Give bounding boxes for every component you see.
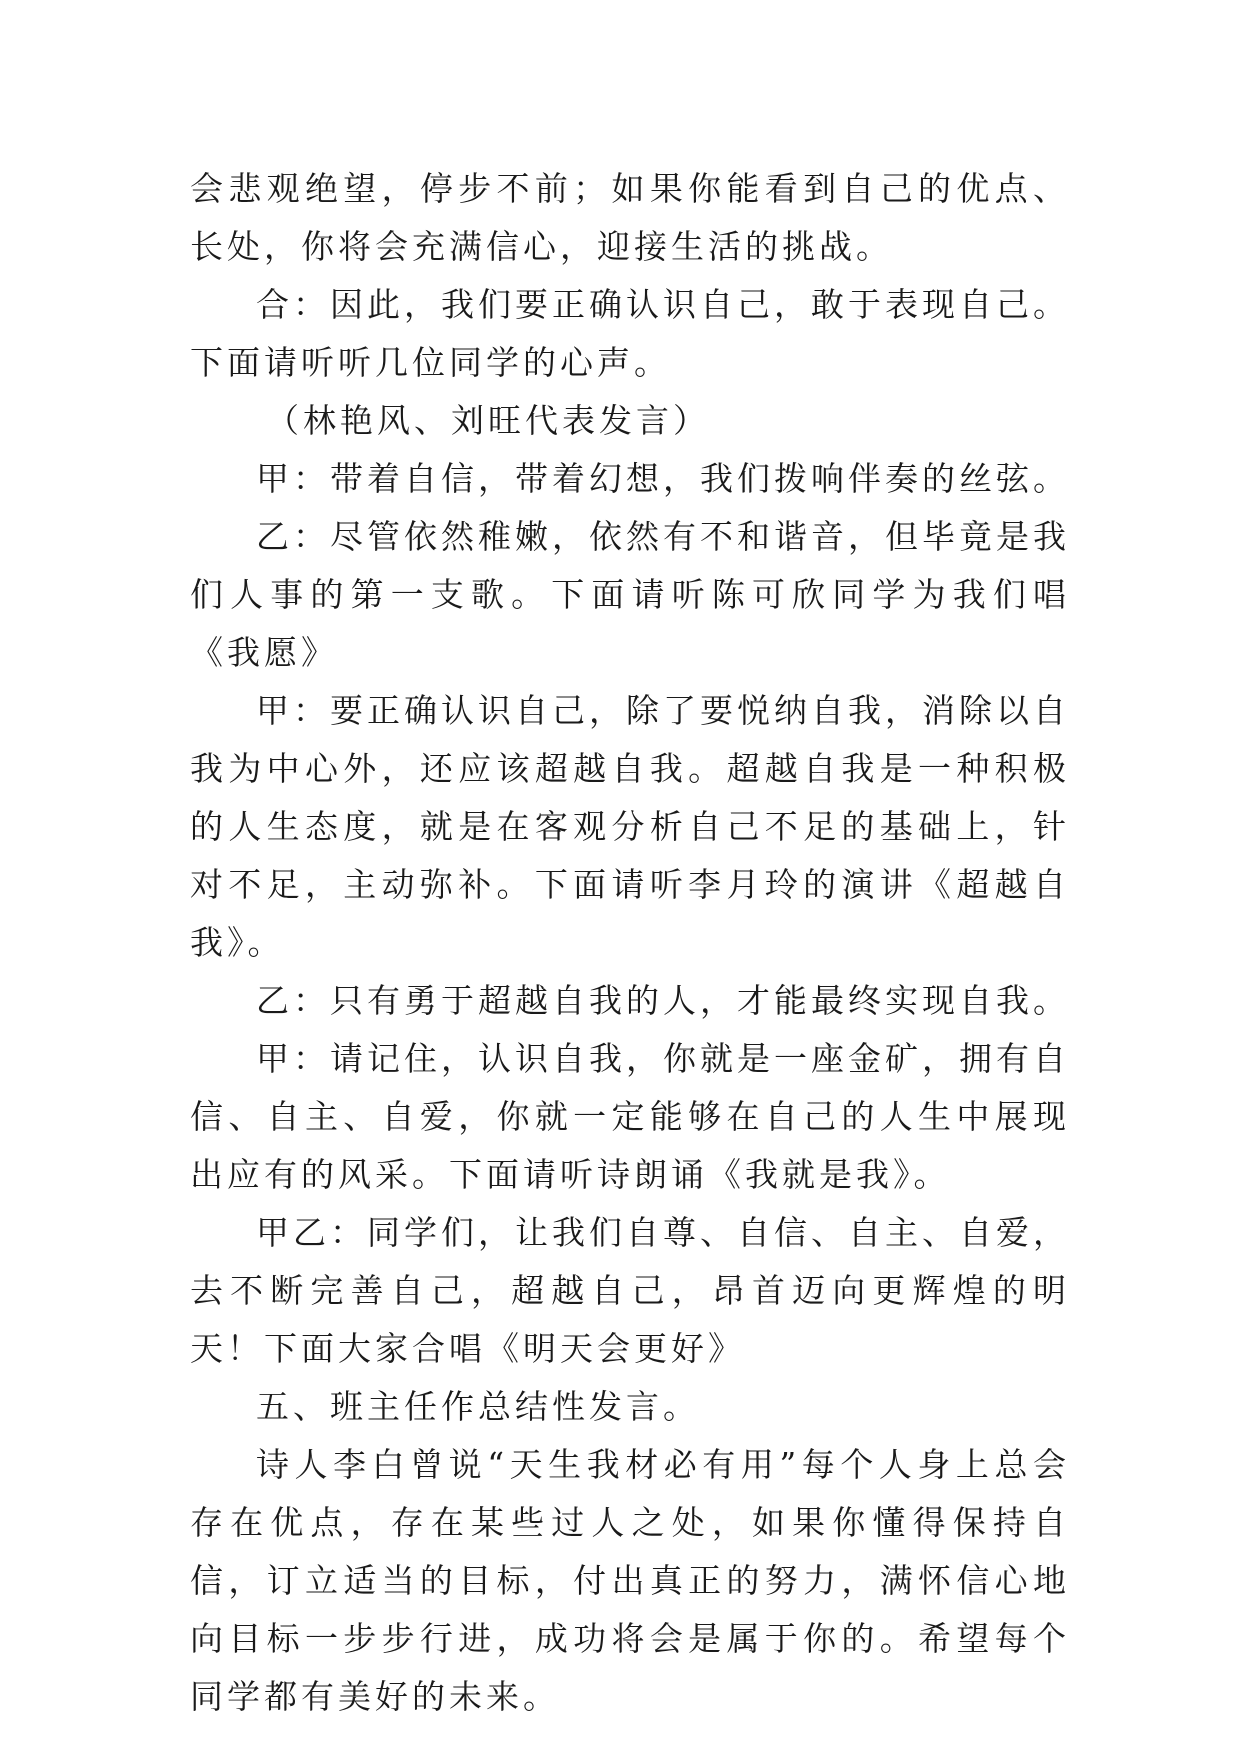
- paragraph-he: 合：因此，我们要正确认识自己，敢于表现自己。下面请听听几位同学的心声。: [190, 285, 1070, 382]
- paragraph-jia-2: 甲：要正确认识自己，除了要悦纳自我，消除以自我为中心外，还应该超越自我。超越自我是一种积极的人生态度，就是在客观分析自己不足的基础上，针对不足，主动弥补。下面请听李月玲的演讲《超越自我》。: [190, 691, 1070, 962]
- paragraph-jia-1: 甲：带着自信，带着幻想，我们拨响伴奏的丝弦。: [256, 459, 1070, 498]
- section-heading-five: 五、班主任作总结性发言。: [256, 1387, 700, 1426]
- paragraph-yi-2: 乙：只有勇于超越自我的人，才能最终实现自我。: [256, 981, 1070, 1020]
- paragraph-continuation: 会悲观绝望，停步不前；如果你能看到自己的优点、长处，你将会充满信心，迎接生活的挑战。: [190, 169, 1070, 266]
- paragraph-jia-3: 甲：请记住，认识自我，你就是一座金矿，拥有自信、自主、自爱，你就一定能够在自己的人生中展现出应有的风采。下面请听诗朗诵《我就是我》。: [190, 1039, 1070, 1194]
- paragraph-closing: 诗人李白曾说“天生我材必有用”每个人身上总会存在优点，存在某些过人之处，如果你懂得保持自信，订立适当的目标，付出真正的努力，满怀信心地向目标一步步行进，成功将会是属于你的。希望每个同学都有美好的未来。: [190, 1445, 1070, 1716]
- document-body: [190, 160, 1070, 1726]
- paragraph-yi-1: 乙：尽管依然稚嫩，依然有不和谐音，但毕竟是我们人事的第一支歌。下面请听陈可欣同学为我们唱《我愿》: [190, 517, 1070, 672]
- paragraph-speakers-note: （林艳风、刘旺代表发言）: [266, 401, 710, 440]
- paragraph-jia-yi: 甲乙：同学们，让我们自尊、自信、自主、自爱，去不断完善自己，超越自己，昂首迈向更辉煌的明天！下面大家合唱《明天会更好》: [190, 1213, 1070, 1368]
